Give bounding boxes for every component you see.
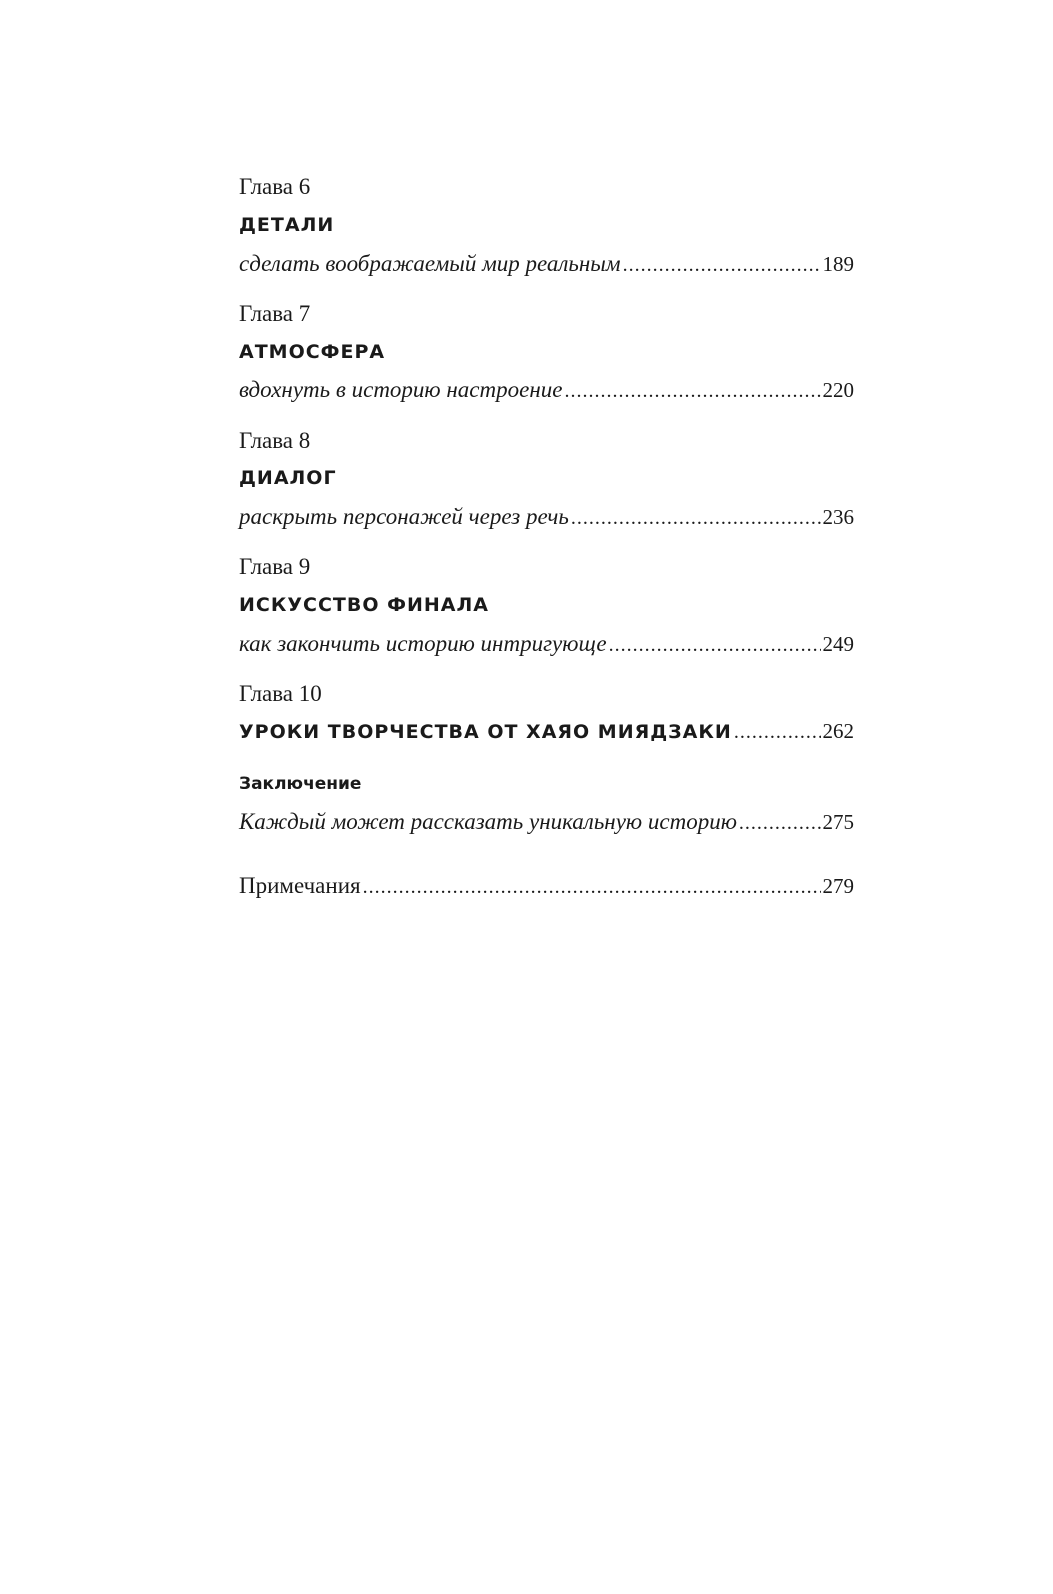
- chapter-7-subtitle: вдохнуть в историю настроение: [239, 377, 563, 402]
- notes-entry[interactable]: [239, 871, 854, 902]
- chapter-8-number: Глава 8: [239, 428, 311, 453]
- notes-label: Примечания: [239, 873, 361, 898]
- chapter-10-title: УРОКИ ТВОРЧЕСТВА ОТ ХАЯО МИЯДЗАКИ: [239, 721, 732, 743]
- chapter-9-number: Глава 9: [239, 554, 311, 579]
- chapter-7-entry[interactable]: [239, 375, 854, 406]
- chapter-9-page: 249: [822, 632, 854, 656]
- chapter-7-page: 220: [822, 378, 854, 402]
- dot-leader: [363, 872, 821, 902]
- chapter-7-title: АТМОСФЕРА: [239, 341, 386, 363]
- chapter-8-subtitle: раскрыть персонажей через речь: [239, 504, 569, 529]
- chapter-10-entry[interactable]: [239, 716, 854, 747]
- chapter-8-title: ДИАЛОГ: [239, 467, 337, 489]
- conclusion-entry[interactable]: [239, 807, 854, 838]
- chapter-8-entry[interactable]: [239, 502, 854, 533]
- chapter-9-title: ИСКУССТВО ФИНАЛА: [239, 594, 489, 616]
- chapter-6-entry[interactable]: [239, 249, 854, 280]
- conclusion-page: 275: [822, 810, 854, 834]
- dot-leader: [739, 808, 821, 838]
- chapter-10-page: 262: [822, 719, 854, 743]
- dot-leader: [609, 630, 821, 660]
- chapter-9-subtitle: как закончить историю интригующе: [239, 631, 607, 656]
- chapter-9-entry[interactable]: [239, 629, 854, 660]
- chapter-8-page: 236: [822, 505, 854, 529]
- dot-leader: [571, 503, 821, 533]
- dot-leader: [734, 717, 821, 747]
- chapter-10-number: Глава 10: [239, 681, 322, 706]
- conclusion-title: Заключение: [239, 774, 362, 794]
- notes-page: 279: [822, 874, 854, 898]
- chapter-7-number: Глава 7: [239, 301, 311, 326]
- conclusion-subtitle: Каждый может рассказать уникальную историю: [239, 809, 737, 834]
- dot-leader: [564, 376, 820, 406]
- chapter-6-number: Глава 6: [239, 174, 311, 199]
- chapter-6-page: 189: [822, 252, 854, 276]
- dot-leader: [623, 250, 821, 280]
- chapter-6-title: ДЕТАЛИ: [239, 214, 335, 236]
- chapter-6-subtitle: сделать воображаемый мир реальным: [239, 251, 621, 276]
